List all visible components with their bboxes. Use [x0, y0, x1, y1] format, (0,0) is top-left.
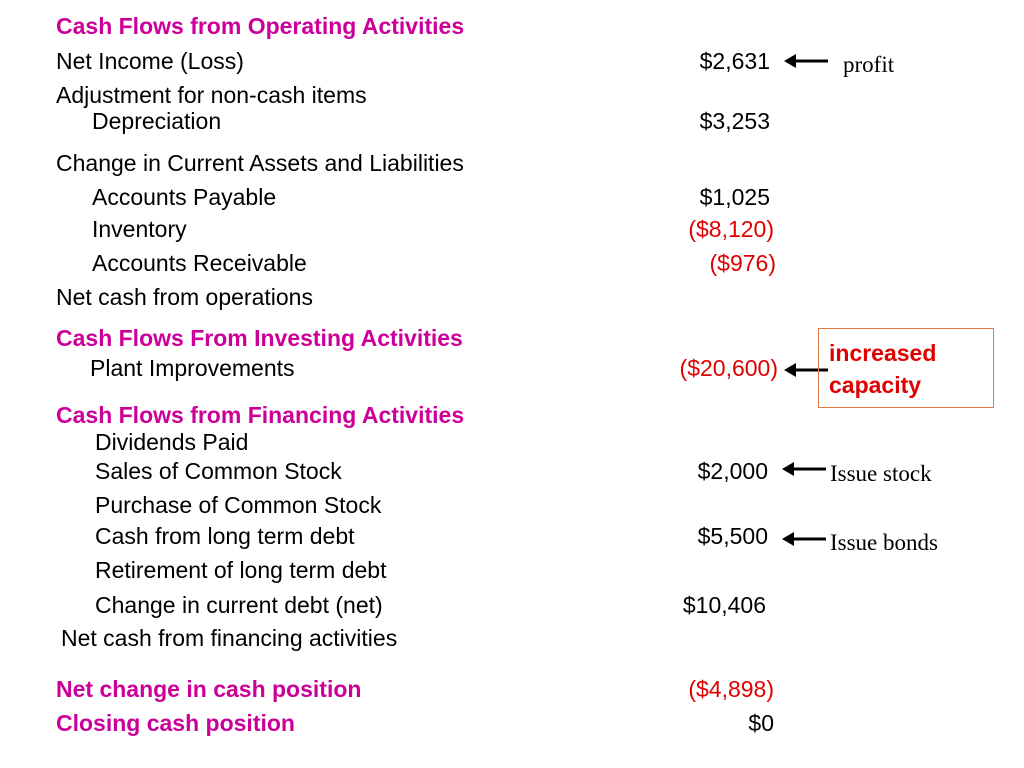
- inventory-value: ($8,120): [688, 216, 774, 242]
- net-change-value: ($4,898): [688, 676, 774, 702]
- accounts-payable-label: Accounts Payable: [92, 184, 277, 210]
- lt-debt-label: Cash from long term debt: [95, 523, 355, 549]
- net-income-value: $2,631: [699, 48, 770, 74]
- net-income-label: Net Income (Loss): [56, 48, 244, 74]
- increased-capacity-line2: capacity: [829, 372, 922, 398]
- sales-stock-value: $2,000: [697, 458, 768, 484]
- accounts-receivable-value: ($976): [709, 250, 776, 276]
- depreciation-value: $3,253: [699, 108, 770, 134]
- current-debt-value: $10,406: [682, 592, 766, 618]
- accounts-payable-value: $1,025: [699, 184, 770, 210]
- arrow-left-icon: [782, 530, 828, 548]
- financing-header: Cash Flows from Financing Activities: [56, 402, 465, 428]
- current-debt-label: Change in current debt (net): [95, 592, 383, 618]
- profit-note: profit: [843, 52, 895, 77]
- arrow-left-icon: [784, 52, 830, 70]
- net-cash-operations-label: Net cash from operations: [56, 284, 313, 310]
- closing-label: Closing cash position: [56, 710, 295, 736]
- arrow-left-icon: [782, 460, 828, 478]
- plant-improvements-label: Plant Improvements: [90, 355, 295, 381]
- purchase-stock-label: Purchase of Common Stock: [95, 492, 382, 518]
- retirement-label: Retirement of long term debt: [95, 557, 387, 583]
- issue-stock-note: Issue stock: [830, 461, 932, 486]
- sales-stock-label: Sales of Common Stock: [95, 458, 342, 484]
- investing-header: Cash Flows From Investing Activities: [56, 325, 463, 351]
- net-cash-financing-label: Net cash from financing activities: [61, 625, 398, 651]
- operating-header: Cash Flows from Operating Activities: [56, 13, 465, 39]
- inventory-label: Inventory: [92, 216, 187, 242]
- net-change-label: Net change in cash position: [56, 676, 362, 702]
- accounts-receivable-label: Accounts Receivable: [92, 250, 307, 276]
- depreciation-label: Depreciation: [92, 108, 222, 134]
- increased-capacity-line1: increased: [829, 340, 937, 366]
- issue-bonds-note: Issue bonds: [830, 530, 938, 555]
- increased-capacity-box: [818, 328, 994, 408]
- dividends-label: Dividends Paid: [95, 429, 249, 455]
- closing-value: $0: [748, 710, 774, 736]
- change-label: Change in Current Assets and Liabilities: [56, 150, 464, 176]
- plant-improvements-value: ($20,600): [679, 355, 778, 381]
- adjustment-label: Adjustment for non-cash items: [56, 82, 367, 108]
- lt-debt-value: $5,500: [697, 523, 768, 549]
